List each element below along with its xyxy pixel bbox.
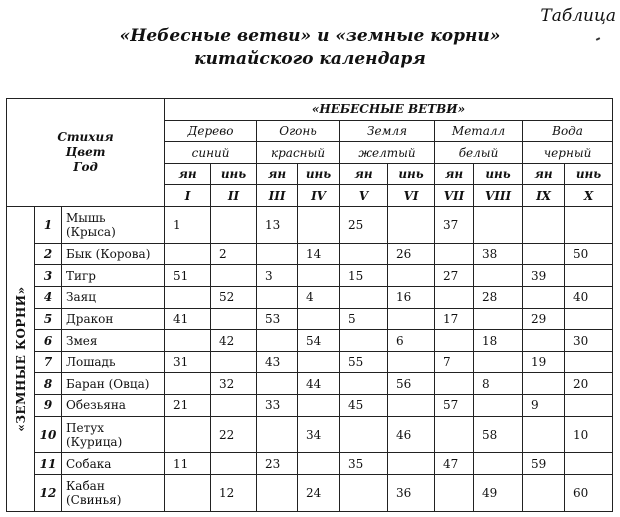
year-cell: 29 bbox=[523, 308, 565, 330]
yinyang-header: ян bbox=[165, 163, 211, 185]
year-cell: 55 bbox=[340, 351, 388, 373]
row-number: 10 bbox=[35, 416, 62, 453]
side-label-text: «ЗЕМНЫЕ КОРНИ» bbox=[13, 286, 28, 432]
year-cell bbox=[474, 207, 523, 244]
table-row bbox=[7, 308, 613, 330]
year-cell: 54 bbox=[298, 330, 340, 352]
year-cell bbox=[565, 395, 613, 417]
year-cell bbox=[298, 453, 340, 475]
year-cell: 24 bbox=[298, 475, 340, 512]
table-row bbox=[7, 287, 613, 309]
year-cell bbox=[474, 453, 523, 475]
year-cell: 34 bbox=[298, 416, 340, 453]
year-cell: 59 bbox=[523, 453, 565, 475]
year-cell bbox=[565, 265, 613, 287]
year-cell: 3 bbox=[257, 265, 298, 287]
year-cell bbox=[523, 207, 565, 244]
roman-header: IX bbox=[523, 185, 565, 207]
animal-name-line: Дракон bbox=[66, 311, 114, 326]
header-row-group bbox=[7, 99, 613, 121]
animal-name-line: Тигр bbox=[66, 268, 96, 283]
yinyang-header: ян bbox=[340, 163, 388, 185]
year-cell: 38 bbox=[474, 243, 523, 265]
row-number: 5 bbox=[35, 308, 62, 330]
year-cell bbox=[388, 453, 435, 475]
year-cell: 23 bbox=[257, 453, 298, 475]
year-cell: 44 bbox=[298, 373, 340, 395]
row-number: 3 bbox=[35, 265, 62, 287]
yinyang-header: инь bbox=[474, 163, 523, 185]
year-cell bbox=[165, 287, 211, 309]
year-cell bbox=[474, 265, 523, 287]
year-cell bbox=[388, 351, 435, 373]
year-cell: 22 bbox=[211, 416, 257, 453]
year-cell: 13 bbox=[257, 207, 298, 244]
year-cell bbox=[257, 373, 298, 395]
year-cell bbox=[340, 243, 388, 265]
year-cell bbox=[257, 330, 298, 352]
year-cell: 58 bbox=[474, 416, 523, 453]
year-cell bbox=[565, 308, 613, 330]
corner-god: Год bbox=[73, 160, 98, 175]
row-number: 11 bbox=[35, 453, 62, 475]
year-cell: 11 bbox=[165, 453, 211, 475]
year-cell: 37 bbox=[435, 207, 474, 244]
year-cell: 57 bbox=[435, 395, 474, 417]
animal-name bbox=[62, 351, 165, 373]
animal-name-line: Лошадь bbox=[66, 355, 116, 370]
year-cell: 2 bbox=[211, 243, 257, 265]
animal-name bbox=[62, 330, 165, 352]
yinyang-header: инь bbox=[298, 163, 340, 185]
year-cell: 4 bbox=[298, 287, 340, 309]
year-cell: 52 bbox=[211, 287, 257, 309]
animal-name-line: Змея bbox=[66, 333, 98, 348]
year-cell: 46 bbox=[388, 416, 435, 453]
corner-cvet: Цвет bbox=[65, 145, 106, 160]
animal-name-line: Баран (Овца) bbox=[66, 376, 150, 391]
year-cell bbox=[523, 373, 565, 395]
year-cell bbox=[388, 207, 435, 244]
roman-header: VIII bbox=[474, 185, 523, 207]
year-cell bbox=[435, 287, 474, 309]
year-cell bbox=[388, 308, 435, 330]
table-row bbox=[7, 475, 613, 512]
year-cell bbox=[165, 373, 211, 395]
table-row bbox=[7, 395, 613, 417]
earthly-roots-side-label bbox=[7, 207, 35, 512]
animal-name-line: Петух bbox=[66, 420, 105, 435]
animal-name-line: Собака bbox=[66, 456, 112, 471]
year-cell: 16 bbox=[388, 287, 435, 309]
row-number: 12 bbox=[35, 475, 62, 512]
year-cell: 39 bbox=[523, 265, 565, 287]
year-cell: 32 bbox=[211, 373, 257, 395]
year-cell bbox=[211, 265, 257, 287]
year-cell: 12 bbox=[211, 475, 257, 512]
row-number: 6 bbox=[35, 330, 62, 352]
row-number: 7 bbox=[35, 351, 62, 373]
animal-name bbox=[62, 265, 165, 287]
corner-header bbox=[7, 99, 165, 207]
year-cell: 6 bbox=[388, 330, 435, 352]
year-cell bbox=[211, 395, 257, 417]
year-cell: 60 bbox=[565, 475, 613, 512]
year-cell: 33 bbox=[257, 395, 298, 417]
year-cell bbox=[435, 475, 474, 512]
roman-header: X bbox=[565, 185, 613, 207]
animal-name-line: Обезьяна bbox=[66, 398, 126, 413]
year-cell: 15 bbox=[340, 265, 388, 287]
year-cell bbox=[211, 207, 257, 244]
title-line-2: китайского календаря bbox=[194, 49, 426, 69]
year-cell: 25 bbox=[340, 207, 388, 244]
year-cell bbox=[523, 287, 565, 309]
year-cell bbox=[474, 395, 523, 417]
heavenly-branches-header: «НЕБЕСНЫЕ ВЕТВИ» bbox=[165, 99, 613, 121]
year-cell: 5 bbox=[340, 308, 388, 330]
table-row bbox=[7, 330, 613, 352]
table-row bbox=[7, 207, 613, 244]
yinyang-header: ян bbox=[523, 163, 565, 185]
animal-name-line: Мышь bbox=[66, 210, 106, 225]
year-cell bbox=[388, 265, 435, 287]
year-cell: 27 bbox=[435, 265, 474, 287]
year-cell bbox=[165, 416, 211, 453]
roman-header: V bbox=[340, 185, 388, 207]
animal-name bbox=[62, 243, 165, 265]
year-cell bbox=[565, 207, 613, 244]
table-row bbox=[7, 416, 613, 453]
row-number: 8 bbox=[35, 373, 62, 395]
color-header: желтый bbox=[340, 142, 435, 164]
corner-stihiya: Стихия bbox=[57, 130, 114, 145]
year-cell: 8 bbox=[474, 373, 523, 395]
year-cell bbox=[257, 416, 298, 453]
table-row bbox=[7, 243, 613, 265]
element-header: Дерево bbox=[165, 120, 257, 142]
animal-name bbox=[62, 395, 165, 417]
year-cell: 51 bbox=[165, 265, 211, 287]
calendar-table bbox=[6, 98, 613, 512]
year-cell bbox=[474, 308, 523, 330]
year-cell bbox=[435, 330, 474, 352]
year-cell: 31 bbox=[165, 351, 211, 373]
year-cell: 28 bbox=[474, 287, 523, 309]
row-number: 2 bbox=[35, 243, 62, 265]
animal-name-line: Бык (Корова) bbox=[66, 247, 151, 262]
roman-header: VI bbox=[388, 185, 435, 207]
color-header: красный bbox=[257, 142, 340, 164]
row-number: 9 bbox=[35, 395, 62, 417]
year-cell bbox=[435, 243, 474, 265]
year-cell bbox=[298, 351, 340, 373]
table-row bbox=[7, 373, 613, 395]
year-cell bbox=[165, 243, 211, 265]
year-cell bbox=[340, 287, 388, 309]
year-cell bbox=[435, 373, 474, 395]
row-number: 4 bbox=[35, 287, 62, 309]
year-cell bbox=[298, 207, 340, 244]
yinyang-header: инь bbox=[211, 163, 257, 185]
year-cell: 1 bbox=[165, 207, 211, 244]
year-cell: 36 bbox=[388, 475, 435, 512]
year-cell bbox=[257, 475, 298, 512]
year-cell: 18 bbox=[474, 330, 523, 352]
year-cell bbox=[340, 416, 388, 453]
year-cell: 30 bbox=[565, 330, 613, 352]
animal-name bbox=[62, 308, 165, 330]
roman-header: IV bbox=[298, 185, 340, 207]
year-cell: 7 bbox=[435, 351, 474, 373]
year-cell bbox=[298, 308, 340, 330]
yinyang-header: инь bbox=[565, 163, 613, 185]
roman-header: VII bbox=[435, 185, 474, 207]
year-cell bbox=[565, 453, 613, 475]
year-cell bbox=[211, 308, 257, 330]
year-cell bbox=[165, 475, 211, 512]
row-number: 1 bbox=[35, 207, 62, 244]
year-cell: 41 bbox=[165, 308, 211, 330]
animal-name bbox=[62, 287, 165, 309]
animal-name-line: Кабан bbox=[66, 479, 105, 494]
year-cell: 14 bbox=[298, 243, 340, 265]
animal-name bbox=[62, 207, 165, 244]
animal-name-line: Заяц bbox=[66, 290, 96, 305]
year-cell: 19 bbox=[523, 351, 565, 373]
year-cell bbox=[565, 351, 613, 373]
year-cell: 42 bbox=[211, 330, 257, 352]
year-cell: 49 bbox=[474, 475, 523, 512]
year-cell bbox=[474, 351, 523, 373]
year-cell: 40 bbox=[565, 287, 613, 309]
element-header: Металл bbox=[435, 120, 523, 142]
year-cell bbox=[211, 351, 257, 373]
color-header: синий bbox=[165, 142, 257, 164]
year-cell bbox=[523, 330, 565, 352]
year-cell bbox=[340, 373, 388, 395]
animal-name-line: (Курица) bbox=[66, 434, 123, 449]
year-cell bbox=[340, 330, 388, 352]
animal-name bbox=[62, 373, 165, 395]
year-cell bbox=[523, 475, 565, 512]
animal-name-line: (Крыса) bbox=[66, 224, 116, 239]
year-cell bbox=[298, 395, 340, 417]
animal-name-line: (Свинья) bbox=[66, 493, 122, 508]
element-header: Вода bbox=[523, 120, 613, 142]
year-cell: 35 bbox=[340, 453, 388, 475]
title-line-1: «Небесные ветви» и «земные корни» bbox=[119, 26, 501, 46]
year-cell bbox=[211, 453, 257, 475]
year-cell: 47 bbox=[435, 453, 474, 475]
yinyang-header: инь bbox=[388, 163, 435, 185]
year-cell bbox=[257, 287, 298, 309]
roman-header: I bbox=[165, 185, 211, 207]
roman-header: II bbox=[211, 185, 257, 207]
year-cell: 53 bbox=[257, 308, 298, 330]
color-header: белый bbox=[435, 142, 523, 164]
table-row bbox=[7, 351, 613, 373]
element-header: Огонь bbox=[257, 120, 340, 142]
year-cell: 45 bbox=[340, 395, 388, 417]
table-row bbox=[7, 265, 613, 287]
year-cell bbox=[257, 243, 298, 265]
year-cell bbox=[388, 395, 435, 417]
year-cell: 17 bbox=[435, 308, 474, 330]
animal-name bbox=[62, 453, 165, 475]
year-cell bbox=[523, 243, 565, 265]
year-cell: 20 bbox=[565, 373, 613, 395]
table-row bbox=[7, 453, 613, 475]
element-header: Земля bbox=[340, 120, 435, 142]
year-cell: 56 bbox=[388, 373, 435, 395]
yinyang-header: ян bbox=[435, 163, 474, 185]
year-cell bbox=[523, 416, 565, 453]
year-cell: 50 bbox=[565, 243, 613, 265]
year-cell bbox=[435, 416, 474, 453]
year-cell: 43 bbox=[257, 351, 298, 373]
year-cell: 10 bbox=[565, 416, 613, 453]
table-caption: Таблица bbox=[540, 6, 616, 26]
yinyang-header: ян bbox=[257, 163, 298, 185]
year-cell bbox=[298, 265, 340, 287]
year-cell: 21 bbox=[165, 395, 211, 417]
year-cell bbox=[165, 330, 211, 352]
color-header: черный bbox=[523, 142, 613, 164]
year-cell bbox=[340, 475, 388, 512]
year-cell: 9 bbox=[523, 395, 565, 417]
year-cell: 26 bbox=[388, 243, 435, 265]
animal-name bbox=[62, 416, 165, 453]
animal-name bbox=[62, 475, 165, 512]
roman-header: III bbox=[257, 185, 298, 207]
